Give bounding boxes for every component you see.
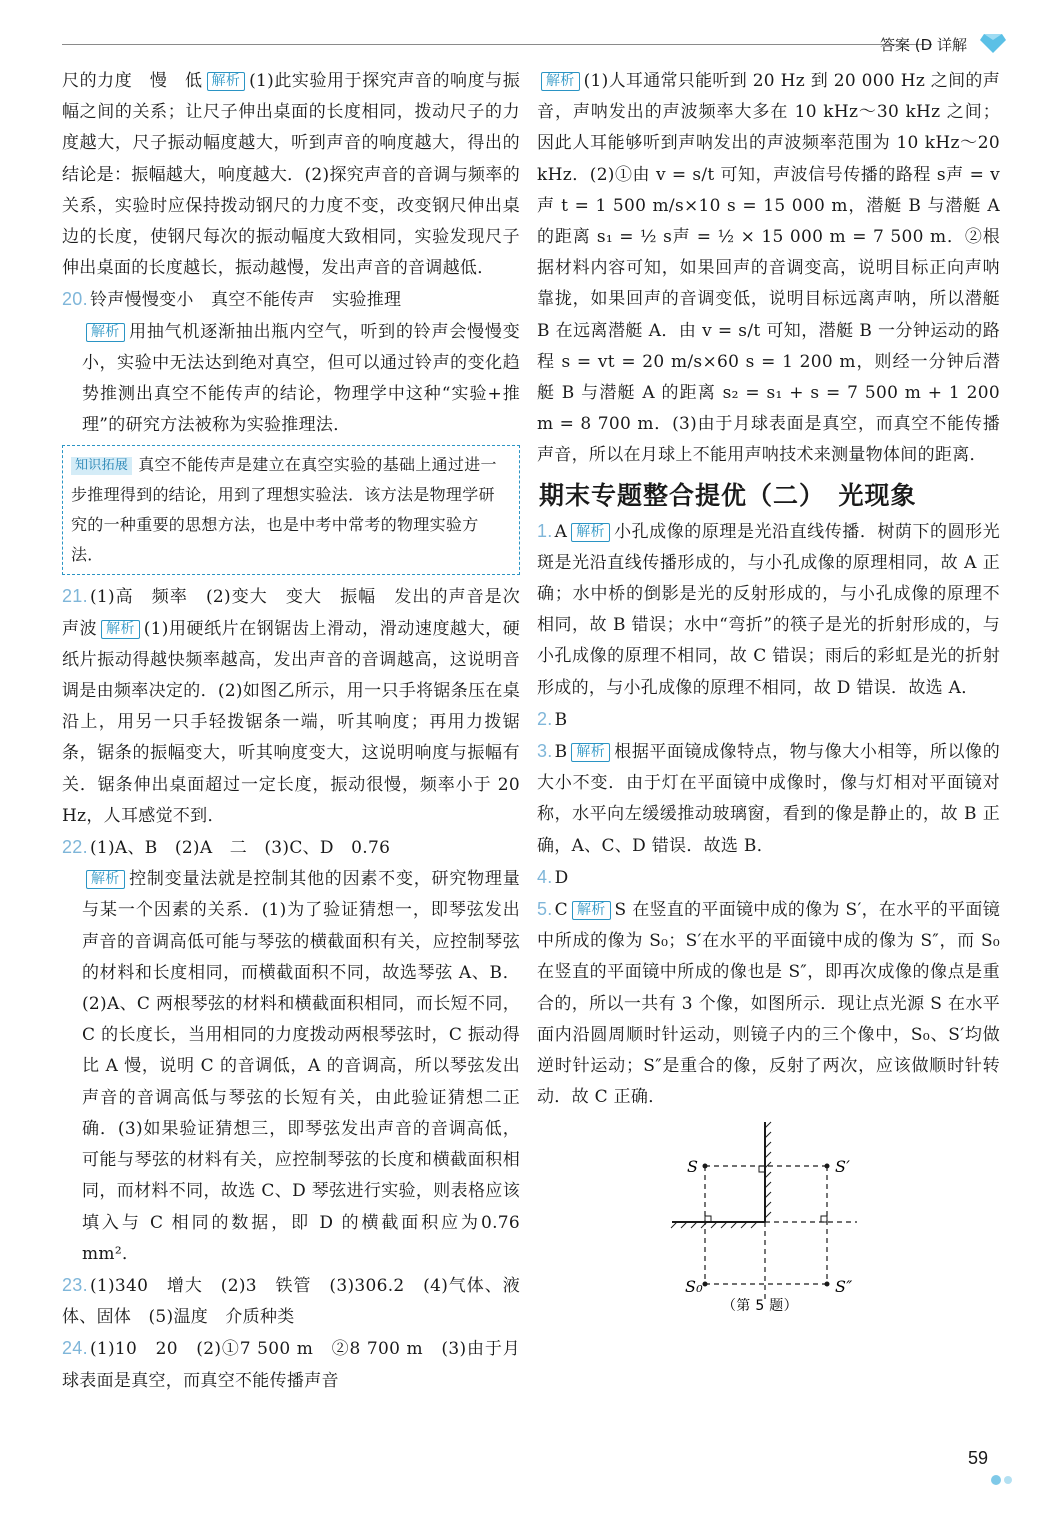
q24-answer: 24. (1)10 20 (2)①7 500 m ②8 700 m (3)由于月球表面是真空，而真空不能传播声音 — [62, 1338, 520, 1391]
q20-number: 20. — [62, 289, 88, 310]
r-q5: 5. C 解析 S 在竖直的平面镜中成的像为 S′，在水平的平面镜中所成的像为 S₀；S′在水平的平面镜中成的像为 S″，而 S₀ 在竖直的平面镜中所成的像也是 S″，即再次成像的像点是重合的，所以一共有 3 个像，如图所示．现让点光源 S 在水平面内沿圆周顺时针运动，则镜子内的三个像中，S₀、S′均做逆时针运动；S″是重合的像，反射了两次，应该做顺时针转动．故 C 正确． — [537, 899, 1001, 1108]
q1-number: 1. — [537, 520, 553, 541]
q3-number: 3. — [537, 741, 553, 762]
r-q3: 3. B 解析 根据平面镜成像特点，物与像大小相等，所以像的大小不变．由于灯在平面镜中成像时，像与灯相对平面镜对称，水平向左缓缓推动玻璃窗，看到的像是静止的，故 B 正确，A、C、D 错误．故选 B． — [537, 741, 1000, 856]
q21-answer: 21. (1)高 频率 (2)变大 变大 振幅 发出的声音是次声波 解析 (1)用硬纸片在钢锯齿上滑动，滑动速度越大，硬纸片振动得越快频率越高，发出声音的音调越高，这说明音调是由频率决定的．(2)如图乙所示，用一只手将锯条压在桌沿上，用另一只手轻拨锯条一端，听其响度；再用力拨锯条，锯条的振幅变大，听其响度变大，这说明响度与振幅有关．锯条伸出桌面超过一定长度，振动很慢，频率小于 20 Hz，人耳感觉不到． — [62, 586, 520, 826]
figure-caption: （第 5 题） — [722, 1297, 798, 1314]
knowledge-tag: 知识拓展 — [71, 457, 132, 475]
analysis-tag: 解析 — [101, 620, 140, 639]
header-label: 答案 (D 详解 — [880, 36, 967, 54]
page-number: 59 — [968, 1448, 989, 1468]
q5-number: 5. — [537, 899, 553, 920]
mirror-figure — [537, 1114, 1000, 1314]
analysis-tag: 解析 — [572, 901, 611, 920]
right-column — [537, 66, 1000, 1314]
q23-number: 23. — [62, 1274, 88, 1295]
label-s0: S₀ — [685, 1276, 703, 1296]
analysis-tag: 解析 — [207, 72, 246, 91]
q2-number: 2. — [537, 708, 553, 729]
q24-explanation: 解析 (1)人耳通常只能听到 20 Hz 到 20 000 Hz 之间的声音，声呐发出的声波频率大多在 10 kHz～30 kHz 之间；因此人耳能够听到声呐发出的声波频率范围为 10 kHz～20 kHz．(2)①由 v = s/t 可知，声波信号传播的路程 s声 = v声 t = 1 500 m/s×10 s = 15 000 m，潜艇 B 与潜艇 A 的距离 s₁ = ½ s声 = ½ × 15 000 m = 7 500 m．②根据材料内容可知，如果回声的音调变高，说明目标正向声呐靠拢，如果回声的音调变低，说明目标远离声呐，所以潜艇 B 在远离潜艇 A．由 v = s/t 可知，潜艇 B 一分钟运动的路程 s = vt = 20 m/s×60 s = 1 200 m，则经一分钟后潜艇 B 与潜艇 A 的距离 s₂ = s₁ + s = 7 500 m + 1 200 m = 8 700 m．(3)由于月球表面是真空，而真空不能传播声音，所以在月球上不能用声呐技术来测量物体间的距离． — [537, 71, 1000, 466]
q20-answer: 20. 铃声慢慢变小 真空不能传声 实验推理 — [62, 289, 402, 311]
q4-number: 4. — [537, 866, 553, 887]
q22-explanation: 解析 控制变量法就是控制其他的因素不变，研究物理量与某一个因素的关系．(1)为了验证猜想一，即琴弦发出声音的音调高低可能与琴弦的横截面积有关，应控制琴弦的材料和长度相同，而横截面积不同，故选琴弦 A、B．(2)A、C 两根琴弦的材料和横截面积相同，而长短不同，C 的长度长，当用相同的力度拨动两根琴弦时，C 振动得比 A 慢，说明 C 的音调低，A 的音调高，所以琴弦发出声音的音调高低与琴弦的长短有关，由此验证猜想二正确．(3)如果验证猜想三，即琴弦发出声音的音调高低，可能与琴弦的材料有关，应控制琴弦的长度和横截面积相同，而材料不同，故选 C、D 琴弦进行实验，则表格应该填入与 C 相同的数据，即 D 的横截面积应为0.76 mm²． — [82, 869, 520, 1264]
q23-answer: 23. (1)340 增大 (2)3 铁管 (3)306.2 (4)气体、液体、固体 (5)温度 介质种类 — [62, 1274, 520, 1328]
analysis-tag: 解析 — [571, 523, 610, 542]
label-s: S — [687, 1156, 699, 1176]
q20-explanation: 解析 用抽气机逐渐抽出瓶内空气，听到的铃声会慢慢变小，实验中无法达到绝对真空，但可以通过铃声的变化趋势推测出真空不能传声的结论，物理学中这种“实验+推理”的研究方法被称为实验推理法． — [82, 321, 520, 436]
r-q2: 2. B — [537, 708, 568, 730]
gem-icon — [980, 32, 1006, 54]
q21-number: 21. — [62, 586, 88, 607]
analysis-tag: 解析 — [541, 72, 580, 91]
analysis-tag: 解析 — [571, 743, 610, 762]
label-s-double-prime: S″ — [835, 1276, 853, 1296]
mirror-diagram — [537, 1114, 1000, 1314]
left-column — [62, 66, 520, 1397]
q24-number: 24. — [62, 1338, 88, 1359]
header-rule — [62, 44, 932, 45]
q22-answer: 22. (1)A、B (2)A 二 (3)C、D 0.76 — [62, 837, 391, 859]
label-s-prime: S′ — [835, 1156, 851, 1176]
r-q4: 4. D — [537, 866, 569, 888]
knowledge-extension-box: 知识拓展 真空不能传声是建立在真空实验的基础上通过进一步推理得到的结论，用到了理想实验法．该方法是物理学研究的一种重要的思想方法，也是中考中常考的物理实验方法． — [62, 445, 520, 575]
r-q1: 1. A 解析 小孔成像的原理是光沿直线传播．树荫下的圆形光斑是光沿直线传播形成的，与小孔成像的原理相同，故 A 正确；水中桥的倒影是光的反射形成的，与小孔成像的原理不相同，故 B 错误；水中“弯折”的筷子是光的折射形成的，与小孔成像的原理不相同，故 C 错误；雨后的彩虹是光的折射形成的，与小孔成像的原理不相同，故 D 错误．故选 A． — [537, 520, 1000, 698]
page-decoration-icon — [990, 1470, 1020, 1490]
q22-number: 22. — [62, 837, 88, 858]
analysis-tag: 解析 — [86, 323, 125, 342]
section-title: 期末专题整合提优（二） 光现象 — [539, 480, 917, 510]
analysis-tag: 解析 — [86, 870, 125, 889]
q19-continuation: 尺的力度 慢 低 解析 (1)此实验用于探究声音的响度与振幅之间的关系；让尺子伸出桌面的长度相同，拨动尺子的力度越大，尺子振动幅度越大，听到声音的响度越大，得出的结论是：振幅越大，响度越大．(2)探究声音的音调与频率的关系，实验时应保持拨动钢尺的力度不变，改变钢尺伸出桌边的长度，使钢尺每次的振动幅度大致相同，实验发现尺子伸出桌面的长度越长，振动越慢，发出声音的音调越低． — [62, 71, 520, 279]
